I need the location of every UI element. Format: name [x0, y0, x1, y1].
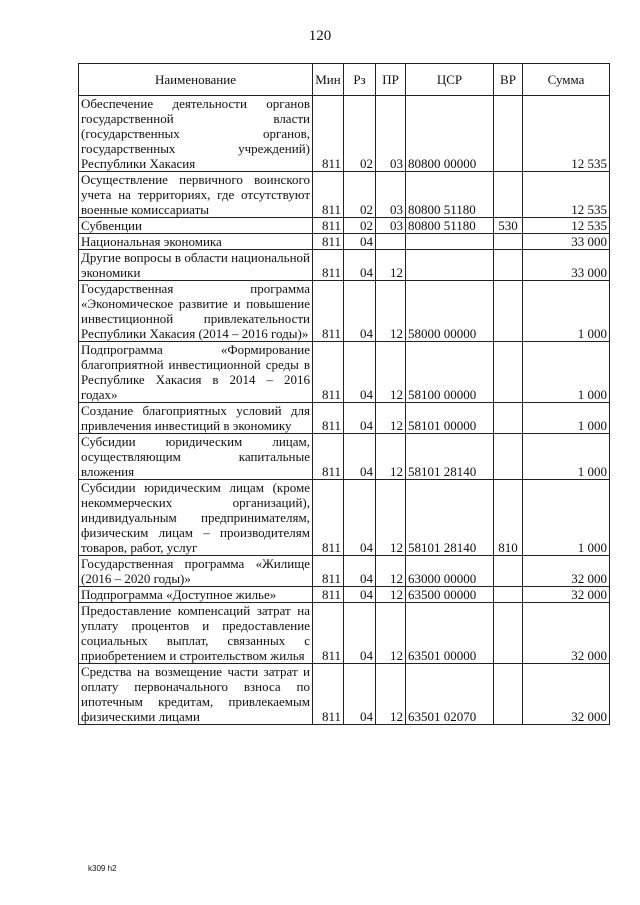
row-vr: [494, 96, 523, 172]
row-pr: 12: [376, 556, 406, 587]
row-name: Предоставление компенсаций затрат на уплату процентов и предоставление социальных выплат, связанных с приобретением и строительством жилья: [79, 603, 313, 664]
row-vr: [494, 587, 523, 603]
row-vr: [494, 342, 523, 403]
row-name: Государственная программа «Экономическое развитие и повышение инвестиционной привлекательности Республики Хакасия (2014 – 2016 годы)»: [79, 281, 313, 342]
row-min: 811: [313, 587, 344, 603]
row-rz: 04: [344, 664, 376, 725]
row-vr: [494, 403, 523, 434]
row-sum: 1 000: [523, 434, 610, 480]
footer-code: k309 h2: [88, 864, 117, 873]
row-pr: 03: [376, 96, 406, 172]
row-min: 811: [313, 403, 344, 434]
row-vr: 530: [494, 218, 523, 234]
row-sum: 32 000: [523, 556, 610, 587]
row-vr: [494, 603, 523, 664]
row-pr: 12: [376, 480, 406, 556]
row-rz: 04: [344, 480, 376, 556]
row-min: 811: [313, 250, 344, 281]
row-csr: 80800 51180: [406, 172, 494, 218]
row-name: Национальная экономика: [79, 234, 313, 250]
column-header-name: Наименование: [79, 64, 313, 96]
row-min: 811: [313, 603, 344, 664]
row-vr: [494, 664, 523, 725]
row-rz: 02: [344, 172, 376, 218]
row-csr: 63501 02070: [406, 664, 494, 725]
column-header-rz: Рз: [344, 64, 376, 96]
row-name: Субвенции: [79, 218, 313, 234]
row-min: 811: [313, 434, 344, 480]
row-pr: 12: [376, 587, 406, 603]
table-row: [79, 342, 610, 403]
row-sum: 1 000: [523, 342, 610, 403]
row-csr: 63500 00000: [406, 587, 494, 603]
row-name: Обеспечение деятельности органов государственной власти (государственных органов, государственных учреждений) Республики Хакасия: [79, 96, 313, 172]
row-pr: 12: [376, 434, 406, 480]
row-csr: 80800 00000: [406, 96, 494, 172]
row-min: 811: [313, 96, 344, 172]
row-sum: 32 000: [523, 587, 610, 603]
table-row: [79, 403, 610, 434]
table-row: [79, 480, 610, 556]
row-vr: [494, 172, 523, 218]
row-min: 811: [313, 480, 344, 556]
table-row: [79, 96, 610, 172]
row-csr: 58000 00000: [406, 281, 494, 342]
column-header-pr: ПР: [376, 64, 406, 96]
row-rz: 04: [344, 587, 376, 603]
row-rz: 04: [344, 281, 376, 342]
row-csr: 58101 28140: [406, 480, 494, 556]
table-row: [79, 281, 610, 342]
row-min: 811: [313, 234, 344, 250]
table-row: [79, 603, 610, 664]
row-csr: 58100 00000: [406, 342, 494, 403]
row-sum: 32 000: [523, 603, 610, 664]
row-sum: 1 000: [523, 403, 610, 434]
row-rz: 04: [344, 403, 376, 434]
row-vr: [494, 234, 523, 250]
row-csr: 58101 28140: [406, 434, 494, 480]
row-csr: [406, 250, 494, 281]
row-rz: 04: [344, 342, 376, 403]
row-sum: 12 535: [523, 96, 610, 172]
row-min: 811: [313, 664, 344, 725]
row-name: Субсидии юридическим лицам (кроме некоммерческих организаций), индивидуальным предпринимателям, физическим лицам – производителям товаров, работ, услуг: [79, 480, 313, 556]
column-header-csr: ЦСР: [406, 64, 494, 96]
row-min: 811: [313, 281, 344, 342]
budget-table: [78, 63, 610, 725]
row-pr: 12: [376, 281, 406, 342]
table-row: [79, 172, 610, 218]
row-rz: 02: [344, 96, 376, 172]
row-csr: 58101 00000: [406, 403, 494, 434]
row-min: 811: [313, 342, 344, 403]
row-min: 811: [313, 218, 344, 234]
row-name: Субсидии юридическим лицам, осуществляющим капитальные вложения: [79, 434, 313, 480]
row-vr: 810: [494, 480, 523, 556]
row-rz: 04: [344, 603, 376, 664]
row-csr: [406, 234, 494, 250]
row-pr: 12: [376, 403, 406, 434]
row-name: Другие вопросы в области национальной экономики: [79, 250, 313, 281]
row-vr: [494, 434, 523, 480]
row-csr: 63000 00000: [406, 556, 494, 587]
table-row: [79, 234, 610, 250]
row-pr: 03: [376, 218, 406, 234]
table-row: [79, 218, 610, 234]
row-min: 811: [313, 556, 344, 587]
row-sum: 1 000: [523, 480, 610, 556]
row-name: Государственная программа «Жилище (2016 – 2020 годы)»: [79, 556, 313, 587]
row-sum: 33 000: [523, 250, 610, 281]
row-rz: 04: [344, 234, 376, 250]
table-row: [79, 556, 610, 587]
row-pr: 03: [376, 172, 406, 218]
row-sum: 12 535: [523, 218, 610, 234]
row-name: Подпрограмма «Формирование благоприятной инвестиционной среды в Республике Хакасия в 2014 – 2016 годах»: [79, 342, 313, 403]
table-row: [79, 664, 610, 725]
row-min: 811: [313, 172, 344, 218]
row-vr: [494, 281, 523, 342]
row-sum: 33 000: [523, 234, 610, 250]
row-sum: 12 535: [523, 172, 610, 218]
table-row: [79, 250, 610, 281]
column-header-sum: Сумма: [523, 64, 610, 96]
row-sum: 32 000: [523, 664, 610, 725]
row-vr: [494, 556, 523, 587]
row-name: Средства на возмещение части затрат и оплату первоначального взноса по ипотечным кредитам, привлекаемым физическими лицами: [79, 664, 313, 725]
table-row: [79, 587, 610, 603]
row-name: Создание благоприятных условий для привлечения инвестиций в экономику: [79, 403, 313, 434]
row-csr: 80800 51180: [406, 218, 494, 234]
row-rz: 02: [344, 218, 376, 234]
row-vr: [494, 250, 523, 281]
row-sum: 1 000: [523, 281, 610, 342]
row-name: Подпрограмма «Доступное жилье»: [79, 587, 313, 603]
row-rz: 04: [344, 250, 376, 281]
row-name: Осуществление первичного воинского учета на территориях, где отсутствуют военные комиссариаты: [79, 172, 313, 218]
row-csr: 63501 00000: [406, 603, 494, 664]
table-header-row: [79, 64, 610, 96]
column-header-min: Мин: [313, 64, 344, 96]
table-row: [79, 434, 610, 480]
column-header-vr: ВР: [494, 64, 523, 96]
row-rz: 04: [344, 556, 376, 587]
row-pr: 12: [376, 342, 406, 403]
row-pr: [376, 234, 406, 250]
row-pr: 12: [376, 250, 406, 281]
row-pr: 12: [376, 603, 406, 664]
page-number: 120: [308, 28, 332, 44]
row-pr: 12: [376, 664, 406, 725]
row-rz: 04: [344, 434, 376, 480]
